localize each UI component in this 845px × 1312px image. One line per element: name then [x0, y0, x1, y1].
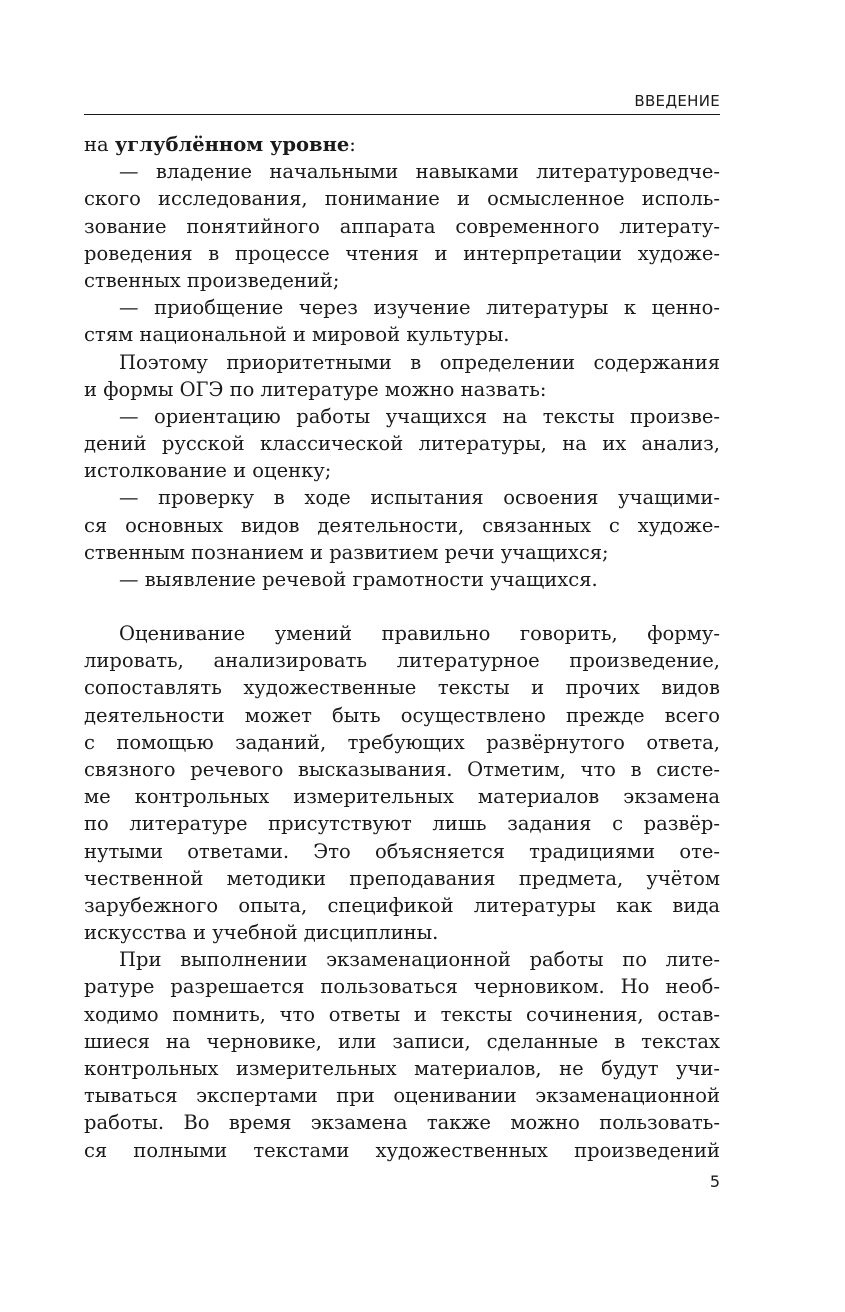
- text-line: нутыми ответами. Это объясняется традициями оте-: [84, 839, 720, 863]
- text-line: — проверку в ходе испытания освоения учащими-: [119, 486, 720, 510]
- text-block-upper: [84, 131, 720, 593]
- text-line: — ориентацию работы учащихся на тексты произве-: [119, 404, 720, 428]
- paragraph-assessment: [84, 620, 720, 946]
- text-line: ме контрольных измерительных материалов экзамена: [84, 785, 720, 809]
- text-line: лировать, анализировать литературное произведение,: [84, 649, 720, 673]
- text-line: зование понятийного аппарата современного литерату-: [84, 214, 720, 238]
- paragraph-priorities: [84, 349, 720, 403]
- text-line: сопоставлять художественные тексты и прочих видов: [84, 676, 720, 700]
- intro-prefix: на: [84, 133, 115, 156]
- text-line: ственных произведений;: [84, 268, 340, 292]
- text-line: ся основных видов деятельности, связанных с художе-: [84, 513, 720, 537]
- text-line: с помощью заданий, требующих развёрнутого ответа,: [84, 730, 720, 754]
- intro-line: [84, 131, 720, 158]
- text-line: деятельности может быть осуществлено прежде всего: [84, 703, 720, 727]
- text-line: Поэтому приоритетными в определении содержания: [119, 350, 720, 374]
- text-line: искусства и учебной дисциплины.: [84, 921, 439, 945]
- text-line: контрольных измерительных материалов, не будут учи-: [84, 1057, 720, 1080]
- paragraph-orientation: [84, 403, 720, 485]
- text-line: ского исследования, понимание и осмысленное исполь-: [84, 187, 720, 211]
- text-line: шиеся на черновике, или записи, сделанные в текстах: [84, 1029, 720, 1053]
- running-head: [84, 92, 720, 115]
- text-line: дений русской классической литературы, на их анализ,: [84, 432, 720, 456]
- page-number: 5: [709, 1172, 720, 1191]
- text-line: ратуре разрешается пользоваться черновиком. Но необ-: [84, 975, 720, 999]
- text-line: — владение начальными навыками литературоведче-: [119, 160, 720, 184]
- paragraph-values: [84, 294, 720, 348]
- text-line: тываться экспертами при оценивании экзаменационной: [84, 1084, 720, 1108]
- text-line: по литературе присутствуют лишь задания с развёр-: [84, 812, 720, 836]
- text-line: связного речевого высказывания. Отметим, что в систе-: [84, 757, 720, 781]
- intro-bold-term: углублённом уровне: [114, 133, 350, 156]
- text-line: стям национальной и мировой культуры.: [84, 323, 510, 347]
- text-line: работы. Во время экзамена также можно пользовать-: [84, 1111, 720, 1135]
- text-line: ся полными текстами художественных произведений: [84, 1138, 720, 1162]
- text-line: — приобщение через изучение литературы к ценно-: [119, 296, 720, 320]
- intro-suffix: :: [349, 133, 356, 156]
- text-line: — выявление речевой грамотности учащихся.: [119, 568, 598, 591]
- paragraph-skills: [84, 158, 720, 294]
- section-title: ВВЕДЕНИЕ: [634, 92, 720, 110]
- text-line: ходимо помнить, что ответы и тексты сочинения, остав-: [84, 1002, 720, 1026]
- text-line: При выполнении экзаменационной работы по лите-: [119, 948, 720, 972]
- text-block-lower: [84, 620, 720, 1164]
- text-line: ственным познанием и развитием речи учащихся;: [84, 540, 609, 564]
- text-line: Оценивание умений правильно говорить, форму-: [119, 622, 720, 645]
- text-line: чественной методики преподавания предмета, учётом: [84, 866, 720, 890]
- paragraph-check: [84, 484, 720, 566]
- paragraph-literacy: [84, 566, 720, 593]
- paragraph-draft: [84, 946, 720, 1164]
- text-line: зарубежного опыта, спецификой литературы как вида: [84, 893, 720, 917]
- text-line: роведения в процессе чтения и интерпретации художе-: [84, 241, 720, 265]
- text-line: истолкование и оценку;: [84, 459, 332, 483]
- text-line: и формы ОГЭ по литературе можно назвать:: [84, 377, 547, 401]
